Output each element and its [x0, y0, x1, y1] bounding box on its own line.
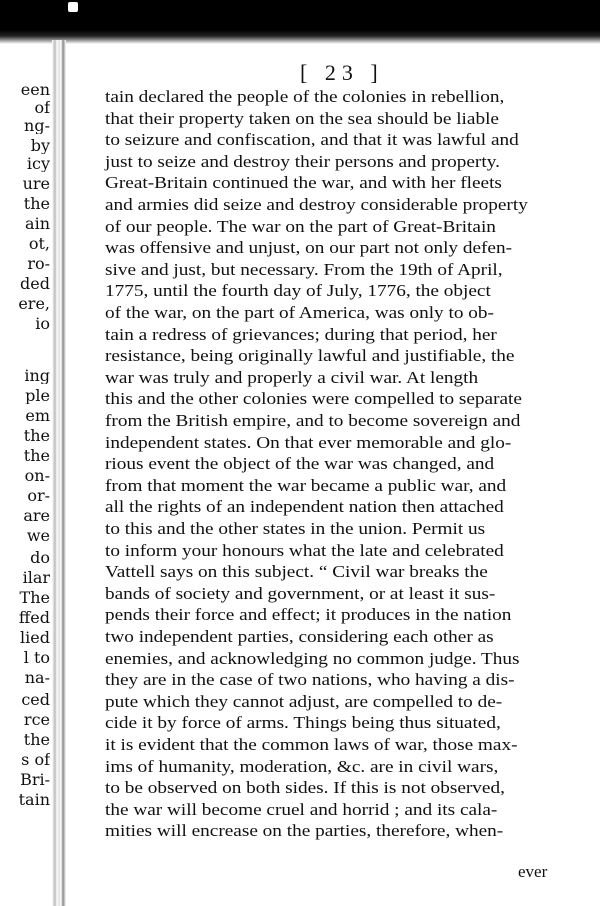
- text-line: cide it by force of arms. Things being thus situated,: [105, 713, 501, 733]
- left-page-line: or-: [27, 488, 50, 504]
- left-page-line: of: [34, 100, 50, 116]
- left-page-line: icy: [26, 156, 50, 172]
- left-page-line: ot,: [28, 236, 50, 252]
- text-line: to be observed on both sides. If this is not observed,: [105, 778, 505, 798]
- left-page-line: rce: [23, 712, 50, 728]
- left-page-line: are: [23, 508, 50, 524]
- left-page-line: by: [30, 138, 50, 154]
- left-page-line: na-: [24, 670, 50, 686]
- text-line: sive and just, but necessary. From the 19th of April,: [105, 259, 503, 279]
- text-line: from the British empire, and to become sovereign and: [105, 411, 521, 430]
- left-page-line: ere,: [18, 296, 50, 312]
- text-line: of the war, on the part of America, was only to ob-: [105, 303, 494, 322]
- text-line: 1775, until the fourth day of July, 1776, the object: [105, 281, 491, 301]
- text-line: tain declared the people of the colonies in rebellion,: [105, 87, 505, 106]
- left-page-line: ced: [21, 692, 50, 708]
- text-line: ims of humanity, moderation, &c. are in civil wars,: [105, 756, 499, 776]
- text-line: that their property taken on the sea should be liable: [105, 108, 499, 128]
- text-line: this and the other colonies were compelled to separate: [105, 389, 522, 409]
- text-line: was offensive and unjust, on our part not only defen-: [105, 238, 513, 258]
- text-line: pends their force and effect; it produces in the nation: [105, 605, 512, 625]
- page-number: [ 23 ]: [300, 60, 384, 85]
- left-page-line: io: [35, 316, 50, 332]
- text-line: to inform your honours what the late and celebrated: [105, 540, 504, 560]
- left-page-line: the: [23, 196, 50, 212]
- left-page-line: ing: [24, 368, 50, 384]
- text-line: tain a redress of grievances; during that period, her: [105, 324, 497, 344]
- left-page-line: een: [20, 82, 50, 98]
- left-page-line: s of: [21, 752, 50, 768]
- text-line: two independent parties, considering each other as: [105, 627, 494, 646]
- text-line: bands of society and government, or at least it sus-: [105, 583, 496, 603]
- text-line: resistance, being originally lawful and justifiable, the: [105, 346, 515, 366]
- left-page-line: Bri-: [20, 772, 50, 788]
- left-page-line: on-: [24, 468, 50, 484]
- text-line: it is evident that the common laws of war, those max-: [105, 735, 518, 754]
- text-line: they are in the case of two nations, who having a dis-: [105, 670, 515, 690]
- left-page-line: em: [25, 408, 50, 424]
- scan-top-border: [0, 0, 600, 44]
- left-page-line: ure: [22, 176, 50, 192]
- text-line: the war will become cruel and horrid ; and its cala-: [105, 799, 498, 819]
- text-line: all the rights of an independent nation then attached: [105, 497, 504, 517]
- left-page-line: The: [19, 590, 50, 606]
- left-page-line: lied: [20, 630, 50, 646]
- left-page-line: tain: [18, 792, 50, 808]
- book-gutter: [52, 40, 66, 906]
- text-line: of our people. The war on the part of Great-Britain: [105, 216, 496, 236]
- text-line: from that moment the war became a public war, and: [105, 475, 507, 495]
- text-line: Great-Britain continued the war, and with her fleets: [105, 173, 502, 193]
- text-line: and armies did seize and destroy considerable property: [105, 195, 528, 214]
- left-page-line: ain: [25, 216, 50, 232]
- text-line: pute which they cannot adjust, are compelled to de-: [105, 691, 503, 711]
- left-page-line: ro-: [27, 256, 50, 272]
- left-page-line: we: [26, 528, 50, 544]
- left-page-line: ple: [25, 388, 50, 404]
- left-page-line: ffed: [18, 610, 50, 626]
- text-line: Vattell says on this subject. “ Civil war breaks the: [105, 562, 488, 582]
- text-line: mities will encrease on the parties, therefore, when-: [105, 821, 504, 841]
- text-line: just to seize and destroy their persons and property.: [105, 151, 500, 171]
- left-page-line: do: [30, 550, 50, 566]
- text-line: independent states. On that ever memorable and glo-: [105, 432, 512, 452]
- left-page-line: ng-: [24, 118, 50, 134]
- text-line: enemies, and acknowledging no common judge. Thus: [105, 648, 520, 668]
- text-line: war was truly and properly a civil war. At length: [105, 367, 479, 387]
- left-page-line: the: [23, 732, 50, 748]
- left-page-line: the: [23, 448, 50, 464]
- text-line: to seizure and confiscation, and that it was lawful and: [105, 130, 519, 150]
- left-page-line: l to: [23, 650, 50, 666]
- text-line: to this and the other states in the union. Permit us: [105, 519, 486, 538]
- scan-corner-mark: [68, 2, 78, 12]
- left-page-line: the: [23, 428, 50, 444]
- catchword: ever: [518, 862, 548, 881]
- text-line: rious event the object of the war was changed, and: [105, 454, 495, 474]
- left-page-line: ilar: [22, 570, 50, 586]
- left-page-line: ded: [20, 276, 50, 292]
